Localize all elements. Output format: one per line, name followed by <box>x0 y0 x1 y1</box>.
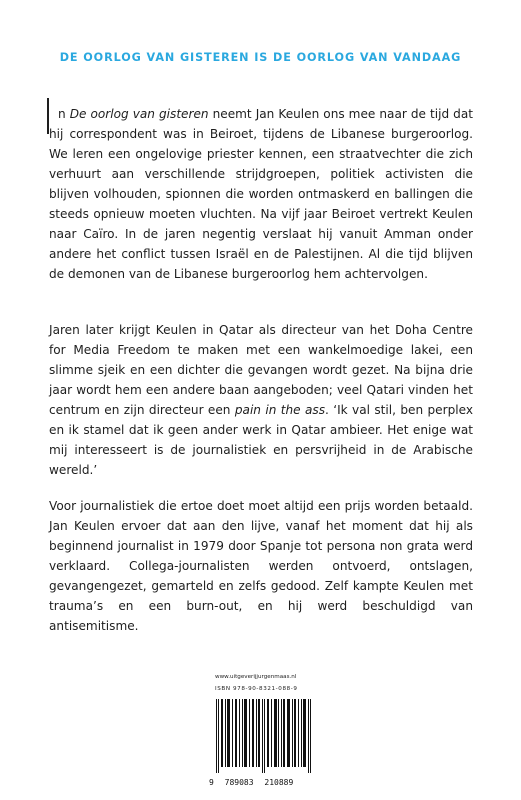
paragraph-1 <box>49 104 473 284</box>
back-cover-headline: DE OORLOG VAN GISTEREN IS DE OORLOG VAN VANDAAG <box>59 51 462 64</box>
barcode-digit-first: 9 <box>209 778 214 787</box>
barcode-icon <box>216 699 312 773</box>
paragraph-2 <box>49 320 473 480</box>
paragraph-2-text-a: Jaren later krijgt Keulen in Qatar als directeur van het Doha Centre for Media Freedom te maken met een wankelmoedige lakei, een slimme sjeik en een dichter die gevangen wordt gezet. Na bijna drie jaar wordt hem een andere baan aangeboden; veel Qatari vinden het centrum en zijn directeur een <box>49 323 473 417</box>
book-title-italic: De oorlog van gisteren <box>69 107 209 121</box>
paragraph-1-lead: n <box>58 107 70 121</box>
paragraph-2-italic: pain in the ass <box>234 403 326 417</box>
barcode-digit-group-1: 789083 <box>224 778 254 787</box>
barcode-digit-group-2: 210889 <box>264 778 294 787</box>
paragraph-1-text: neemt Jan Keulen ons mee naar de tijd dat hij correspondent was in Beiroet, tijdens de Libanese burgeroorlog. We leren een ongelovige priester kennen, een straatvechter die zich verhuurt aan verschillende strijdgroepen, politiek activisten die blijven volhouden, spionnen die worden ontmaskerd en ballingen die steeds opnieuw moeten vluchten. Na vijf jaar Beiroet vertrekt Keulen naar Caïro. In de jaren negentig verslaat hij vanuit Amman onder andere het conflict tussen Israël en de Palestijnen. Al die tijd blijven de demonen van de Libanese burgeroorlog hem achtervolgen. <box>49 107 474 281</box>
isbn-label: ISBN 978-90-8321-088-9 <box>215 686 298 692</box>
paragraph-2-text-b: . ‘Ik val stil, ben perplex en ik stamel dat ik geen ander werk in Qatar ambieer. Het enige wat mij interesseert is de journalistiek en persvrijheid in de Arabische wereld.’ <box>49 403 474 477</box>
barcode-digits <box>209 778 314 787</box>
publisher-url: www.uitgeverijjurgenmaas.nl <box>215 674 297 680</box>
paragraph-3: Voor journalistiek die ertoe doet moet altijd een prijs worden betaald. Jan Keulen ervoer dat aan den lijve, vanaf het moment dat hij als beginnend journalist in 1979 door Spanje tot persona non grata werd verklaard. Collega-journalisten werden ontvoerd, ontslagen, gevangengezet, gemarteld en zelfs gedood. Zelf kampte Keulen met trauma’s en een burn-out, en hij werd beschuldigd van antisemitisme. <box>49 499 473 633</box>
